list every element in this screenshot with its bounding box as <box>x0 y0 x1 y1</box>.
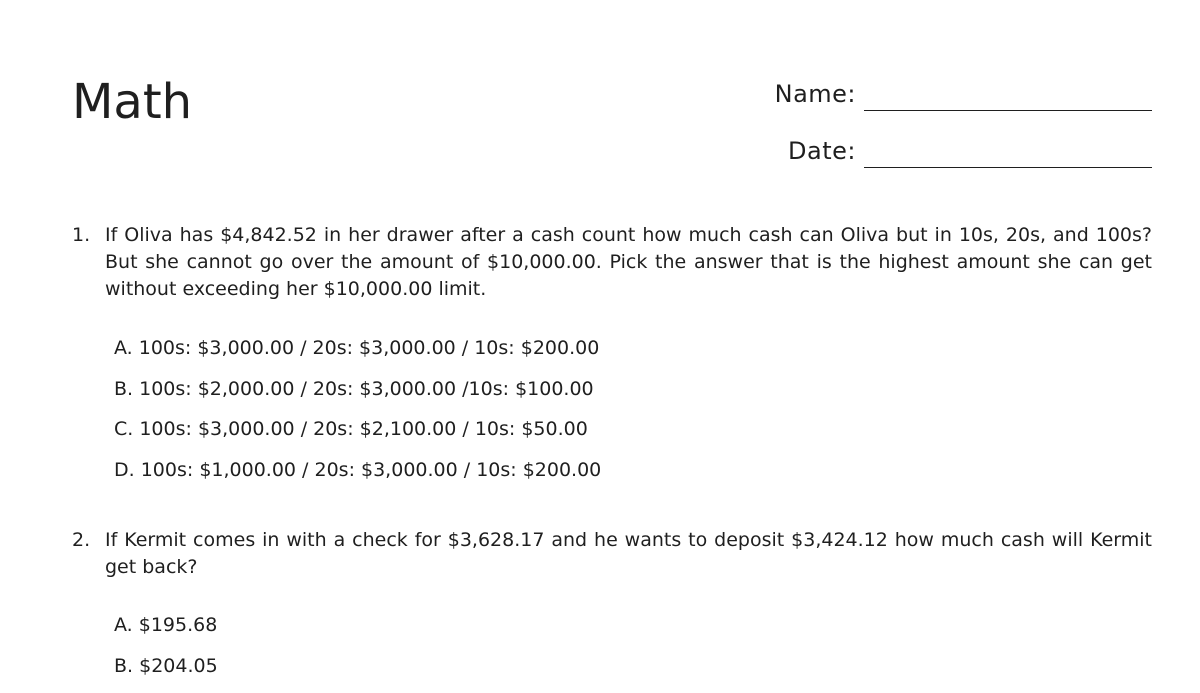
question-1-option-c: C. 100s: $3,000.00 / 20s: $2,100.00 / 10s: $50.00 <box>114 416 601 457</box>
name-field <box>775 79 1152 109</box>
page-title: Math <box>72 72 192 132</box>
question-1-option-d: D. 100s: $1,000.00 / 20s: $3,000.00 / 10s: $200.00 <box>114 457 601 498</box>
date-blank-line <box>864 137 1152 168</box>
question-1-option-b: B. 100s: $2,000.00 / 20s: $3,000.00 /10s: $100.00 <box>114 376 601 417</box>
name-blank-line <box>864 80 1152 111</box>
question-2-option-b: B. $204.05 <box>114 653 218 693</box>
question-1 <box>72 222 1152 303</box>
question-1-options <box>114 335 601 497</box>
name-label: Name: <box>775 79 856 109</box>
question-2-options <box>114 612 218 693</box>
question-2-number: 2. <box>72 527 105 581</box>
date-field <box>788 136 1152 166</box>
question-1-option-a: A. 100s: $3,000.00 / 20s: $3,000.00 / 10s: $200.00 <box>114 335 601 376</box>
question-1-number: 1. <box>72 222 105 303</box>
question-2-text: If Kermit comes in with a check for $3,628.17 and he wants to deposit $3,424.12 how much cash will Kermit get back? <box>105 527 1152 581</box>
date-label: Date: <box>788 136 856 166</box>
question-2 <box>72 527 1152 581</box>
question-2-option-a: A. $195.68 <box>114 612 218 653</box>
question-2-header <box>72 527 1152 581</box>
question-1-header <box>72 222 1152 303</box>
question-1-text: If Oliva has $4,842.52 in her drawer after a cash count how much cash can Oliva but in 10s, 20s, and 100s? But she cannot go over the amount of $10,000.00. Pick the answer that is the highest amount she can get without exceeding her $10,000.00 limit. <box>105 222 1152 303</box>
